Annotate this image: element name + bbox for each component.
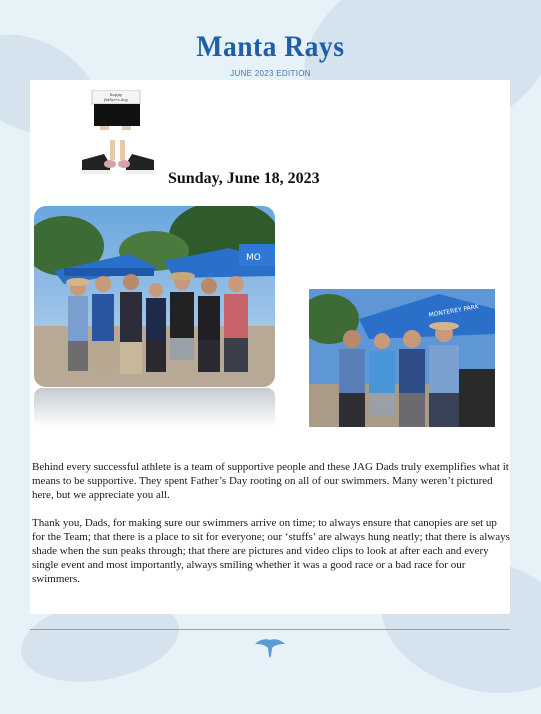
footer-divider <box>30 629 510 630</box>
svg-text:father's day: father's day <box>104 97 128 102</box>
manta-ray-logo-icon <box>255 636 285 658</box>
newsletter-title: Manta Rays <box>196 30 345 63</box>
svg-text:happy: happy <box>109 92 123 97</box>
photo-reflection <box>34 388 275 428</box>
article-date-heading: Sunday, June 18, 2023 <box>168 170 320 187</box>
group-photo-four-dads <box>309 289 495 427</box>
newsletter-masthead <box>0 30 541 64</box>
svg-text:MO: MO <box>246 253 261 263</box>
fathers-day-sneakers-illustration <box>70 90 166 186</box>
edition-label: JUNE 2023 EDITION <box>230 69 311 78</box>
photo-scene <box>309 289 495 427</box>
photo-scene <box>34 206 275 387</box>
group-photo-seven-dads <box>34 206 275 387</box>
article-paragraph: Thank you, Dads, for making sure our swimmers arrive on time; to always ensure that canopies are set up for the Team; that there is a place to sit for everyone; our ‘stuffs’ are always hung neatly; that there is always shade when the sun peaks through; that there are pictures and video clips to look at after each and every single event and most importantly, always smiling whether it was a good race or a bad race for our swimmers. <box>32 517 510 585</box>
article-paragraph: Behind every successful athlete is a team of supportive people and these JAG Dads truly exemplifies what it means to be supportive. They spent Father’s Day rooting on all of our swimmers. Many weren’t pictured here, but we appreciate you all. <box>32 461 509 501</box>
article-card <box>30 80 510 614</box>
svg-text:MONTEREY PARK: MONTEREY PARK <box>428 303 480 319</box>
